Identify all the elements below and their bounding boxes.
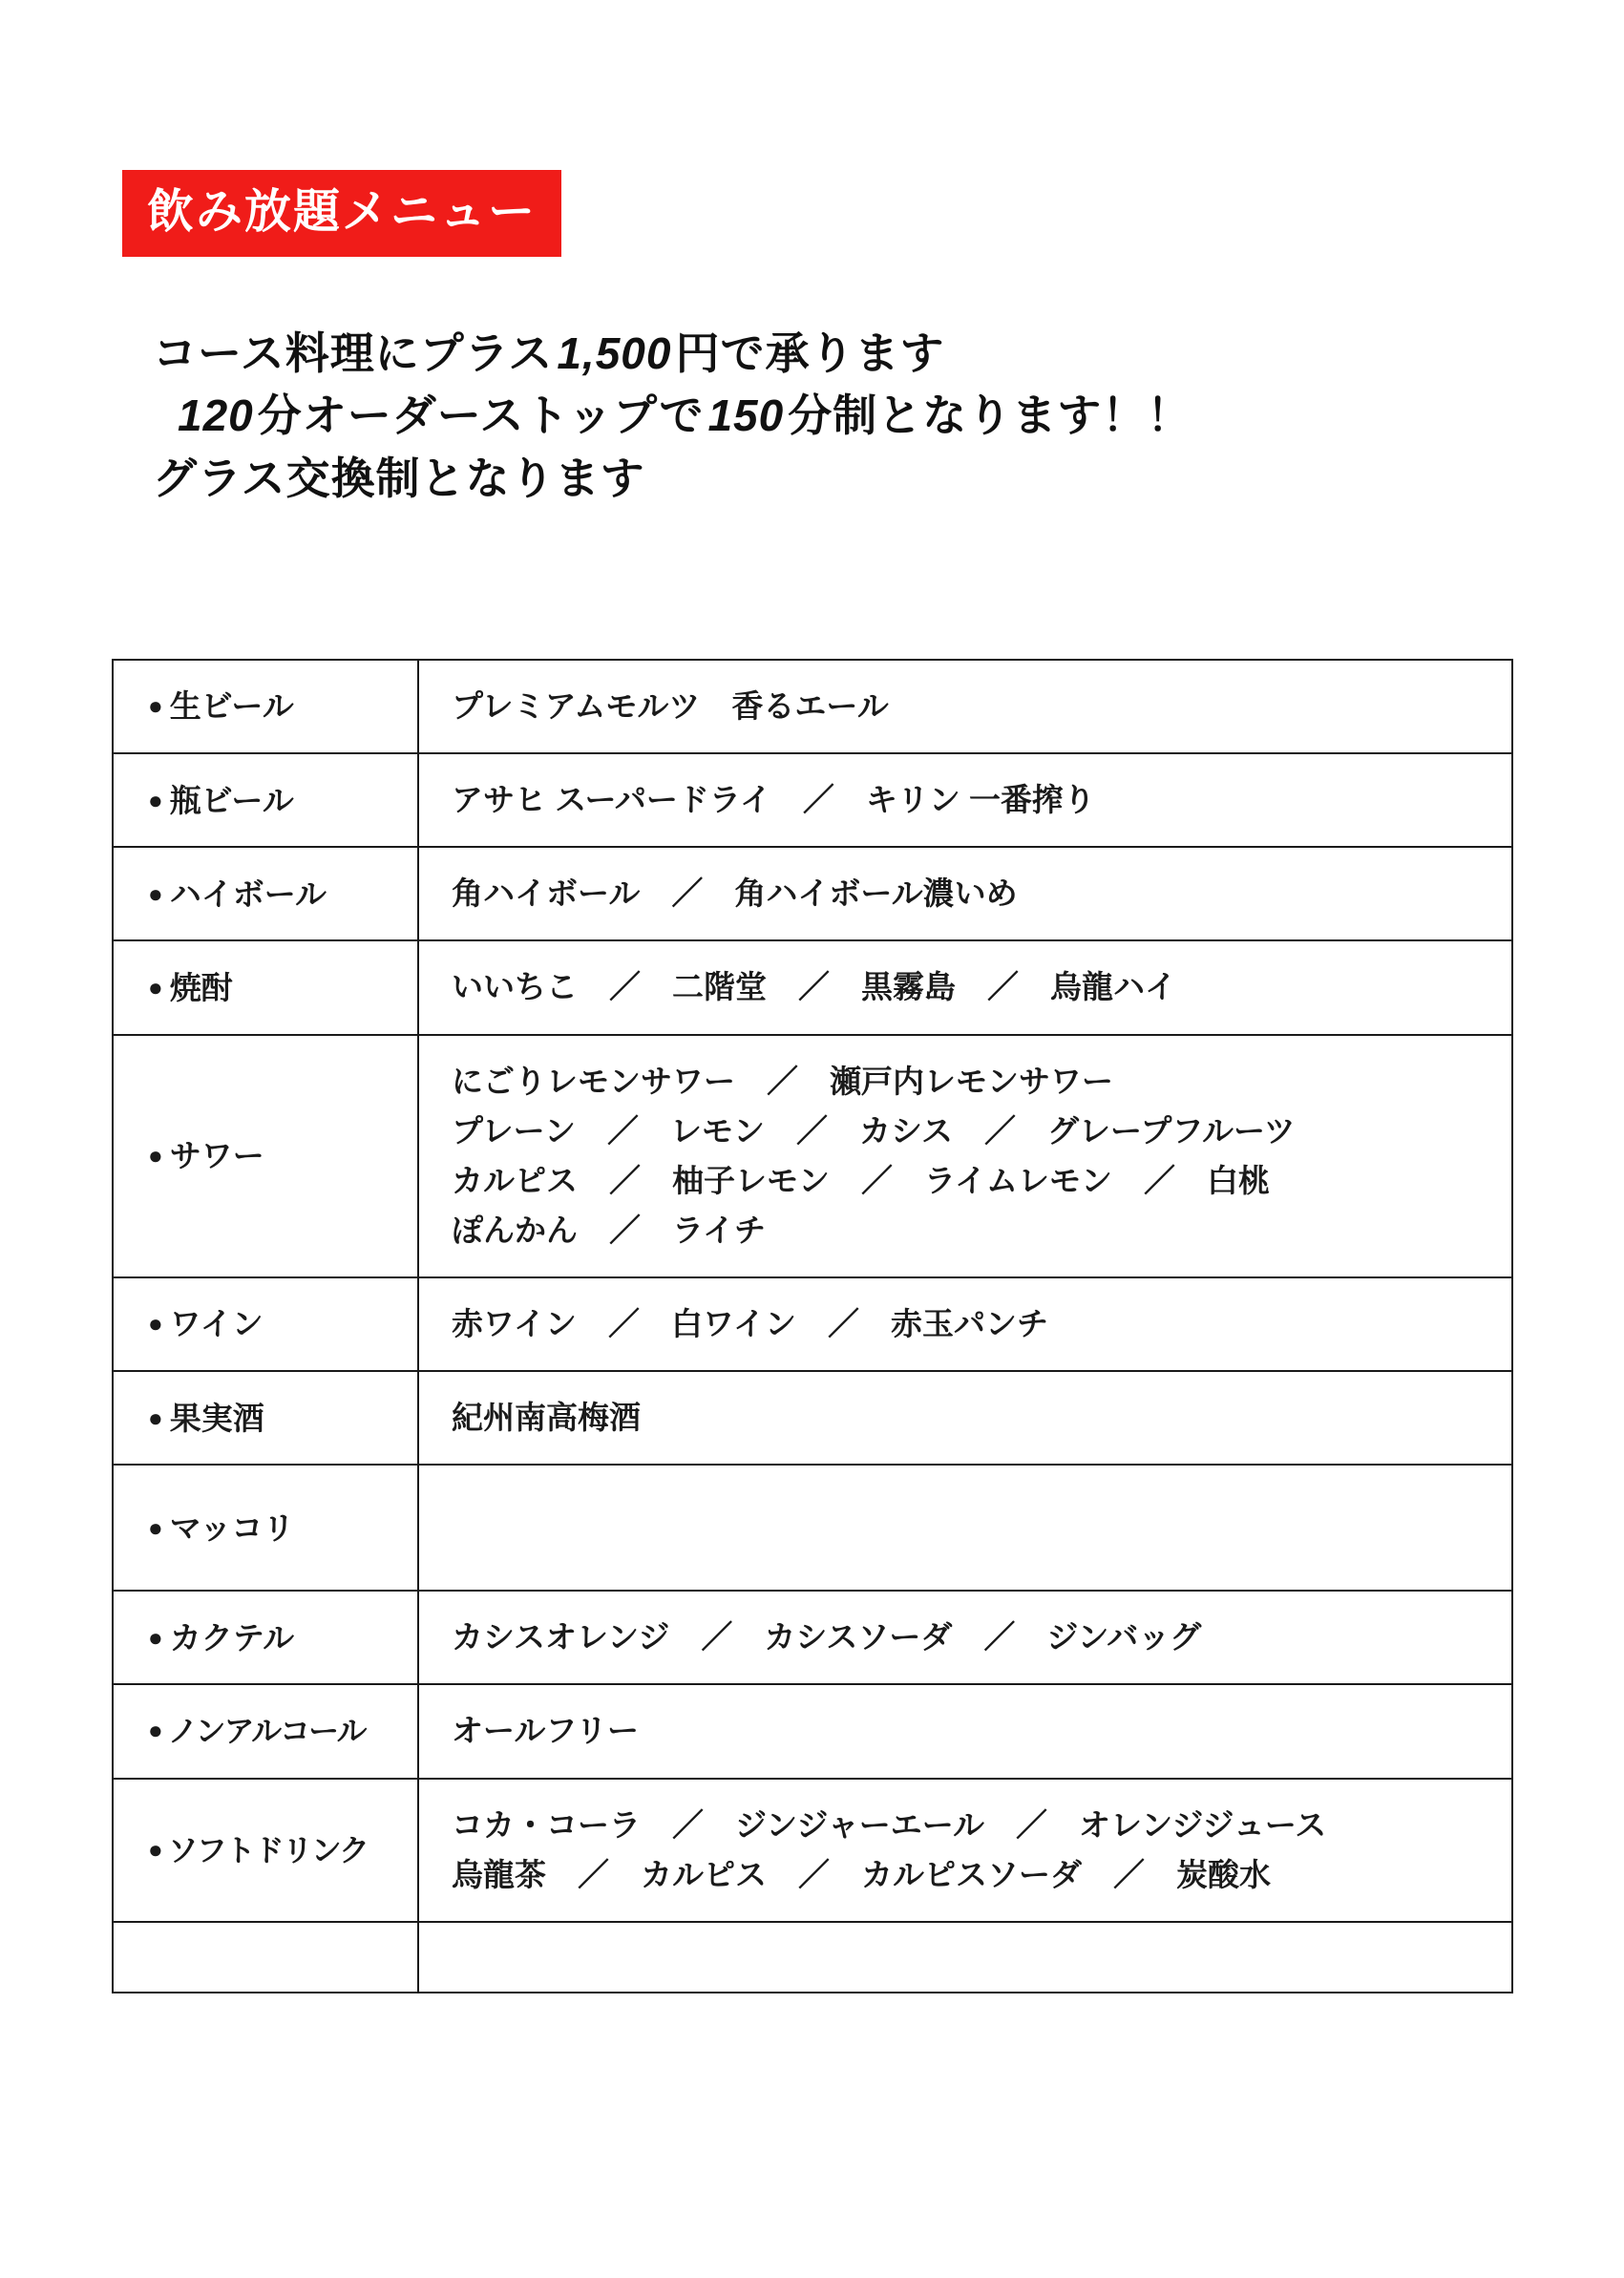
item-line: 赤ワイン ／ 白ワイン ／ 赤玉パンチ	[452, 1306, 1049, 1341]
table-cell-items	[418, 847, 1512, 940]
bullet-icon: ●	[148, 691, 163, 721]
intro-order-stop-minutes: 120	[178, 390, 254, 441]
items-wrap	[419, 661, 1511, 752]
bullet-icon: ●	[148, 1622, 163, 1652]
intro-line-2	[174, 385, 1508, 447]
bullet-icon: ●	[148, 1512, 163, 1542]
item-line: 紀州南高梅酒	[452, 1400, 641, 1436]
table-cell-items	[418, 1371, 1512, 1465]
table-row	[113, 1035, 1512, 1278]
table-cell-items	[418, 1465, 1512, 1591]
category-label-wrap	[114, 1691, 417, 1771]
category-label-wrap	[114, 1283, 417, 1364]
category-label: 生ビール	[169, 688, 294, 725]
table-row	[113, 1684, 1512, 1778]
item-line: 角ハイボール ／ 角ハイボール濃いめ	[452, 875, 1018, 912]
table-cell-category	[113, 940, 418, 1034]
category-label: ワイン	[169, 1306, 264, 1342]
category-label-wrap	[114, 1378, 417, 1459]
table-row	[113, 1277, 1512, 1371]
page-title-banner: 飲み放題メニュー	[122, 170, 561, 257]
items-wrap	[419, 1780, 1511, 1921]
table-cell-items	[418, 1035, 1512, 1278]
table-cell-category	[113, 753, 418, 847]
item-line: プレーン ／ レモン ／ カシス ／ グレープフルーツ	[452, 1112, 1296, 1149]
category-label-wrap	[114, 1115, 417, 1196]
table-cell-category	[113, 1779, 418, 1922]
table-cell-category	[113, 1035, 418, 1278]
category-label-wrap	[114, 854, 417, 935]
intro-line-2-post: 分制となります！！	[788, 390, 1192, 441]
category-label: ハイボール	[169, 875, 327, 912]
item-line: オールフリー	[452, 1713, 640, 1749]
bullet-icon: ●	[148, 785, 163, 814]
table-cell-category	[113, 1277, 418, 1371]
item-line: ぽんかん ／ ライチ	[452, 1212, 767, 1248]
category-label: カクテル	[169, 1619, 295, 1656]
bullet-icon: ●	[148, 972, 163, 1002]
bullet-icon: ●	[148, 878, 163, 908]
intro-total-minutes: 150	[707, 390, 785, 441]
items-wrap	[419, 1372, 1511, 1464]
table-cell-category	[113, 660, 418, 753]
bullet-icon: ●	[148, 1403, 163, 1432]
table-cell-items	[418, 1779, 1512, 1922]
table-cell-items	[418, 1277, 1512, 1371]
category-label-wrap	[114, 760, 417, 841]
table-row	[113, 940, 1512, 1034]
table-cell-category	[113, 1371, 418, 1465]
table-cell-category-empty	[113, 1922, 418, 1993]
category-label: 焼酎	[169, 969, 233, 1005]
intro-line-2-mid: 分オーダーストップで	[257, 390, 705, 441]
table-row	[113, 660, 1512, 753]
table-cell-items	[418, 940, 1512, 1034]
items-wrap	[419, 1036, 1511, 1277]
table-cell-items	[418, 1591, 1512, 1684]
category-label: ノンアルコール	[167, 1714, 366, 1749]
items-wrap	[419, 754, 1511, 846]
items-wrap	[419, 848, 1511, 939]
item-line: コカ・コーラ ／ ジンジャーエール ／ オレンジジュース	[452, 1806, 1327, 1843]
category-label: 果実酒	[169, 1400, 264, 1436]
table-row	[113, 753, 1512, 847]
category-label-wrap	[114, 1597, 417, 1678]
table-cell-items-empty	[418, 1922, 1512, 1993]
item-line: アサヒ スーパードライ ／ キリン 一番搾り	[452, 782, 1096, 818]
table-cell-items	[418, 753, 1512, 847]
intro-line-1	[153, 323, 1508, 385]
title-banner-wrap	[122, 170, 561, 257]
bullet-icon: ●	[148, 1716, 161, 1745]
table-cell-category	[113, 847, 418, 940]
intro-line-1-post: 円で承ります	[675, 328, 945, 378]
item-line: にごりレモンサワー ／ 瀬戸内レモンサワー	[452, 1063, 1113, 1099]
items-wrap	[419, 1592, 1511, 1683]
intro-line-3: グラス交換制となります	[153, 453, 645, 503]
category-label-wrap	[114, 1810, 417, 1890]
item-line: 烏龍茶 ／ カルピス ／ カルピスソーダ ／ 炭酸水	[452, 1856, 1271, 1892]
item-line: プレミアムモルツ 香るエール	[452, 688, 889, 724]
items-wrap-empty	[419, 1466, 1511, 1590]
item-line: カシスオレンジ ／ カシスソーダ ／ ジンバッグ	[452, 1619, 1202, 1656]
table-cell-items	[418, 660, 1512, 753]
table-cell-items	[418, 1684, 1512, 1778]
category-label: サワー	[169, 1138, 264, 1174]
bullet-icon: ●	[148, 1834, 161, 1864]
intro-block	[153, 323, 1508, 510]
table-row	[113, 1465, 1512, 1591]
table-cell-category	[113, 1465, 418, 1591]
table-row	[113, 847, 1512, 940]
items-wrap	[419, 941, 1511, 1033]
table-cell-category	[113, 1591, 418, 1684]
bullet-icon: ●	[148, 1141, 163, 1171]
drink-menu-table-body	[113, 660, 1512, 1993]
category-label: 瓶ビール	[169, 782, 294, 818]
category-label-wrap	[114, 947, 417, 1028]
intro-line-1-pre: コース料理にプラス	[153, 328, 554, 378]
item-line: カルピス ／ 柚子レモン ／ ライムレモン ／ 白桃	[452, 1162, 1271, 1198]
table-row	[113, 1591, 1512, 1684]
table-row	[113, 1779, 1512, 1922]
table-cell-category	[113, 1684, 418, 1778]
bullet-icon: ●	[148, 1309, 163, 1339]
intro-price-value: 1,500	[557, 328, 672, 378]
table-row	[113, 1371, 1512, 1465]
category-label: ソフトドリンク	[167, 1832, 369, 1867]
item-line: いいちこ ／ 二階堂 ／ 黒霧島 ／ 烏龍ハイ	[452, 969, 1176, 1005]
category-label: マッコリ	[169, 1509, 295, 1546]
category-label-wrap	[114, 665, 417, 747]
drink-menu-table	[112, 659, 1513, 1993]
table-row-spacer	[113, 1922, 1512, 1993]
items-wrap	[419, 1278, 1511, 1370]
category-label-wrap	[114, 1487, 417, 1569]
items-wrap	[419, 1685, 1511, 1777]
